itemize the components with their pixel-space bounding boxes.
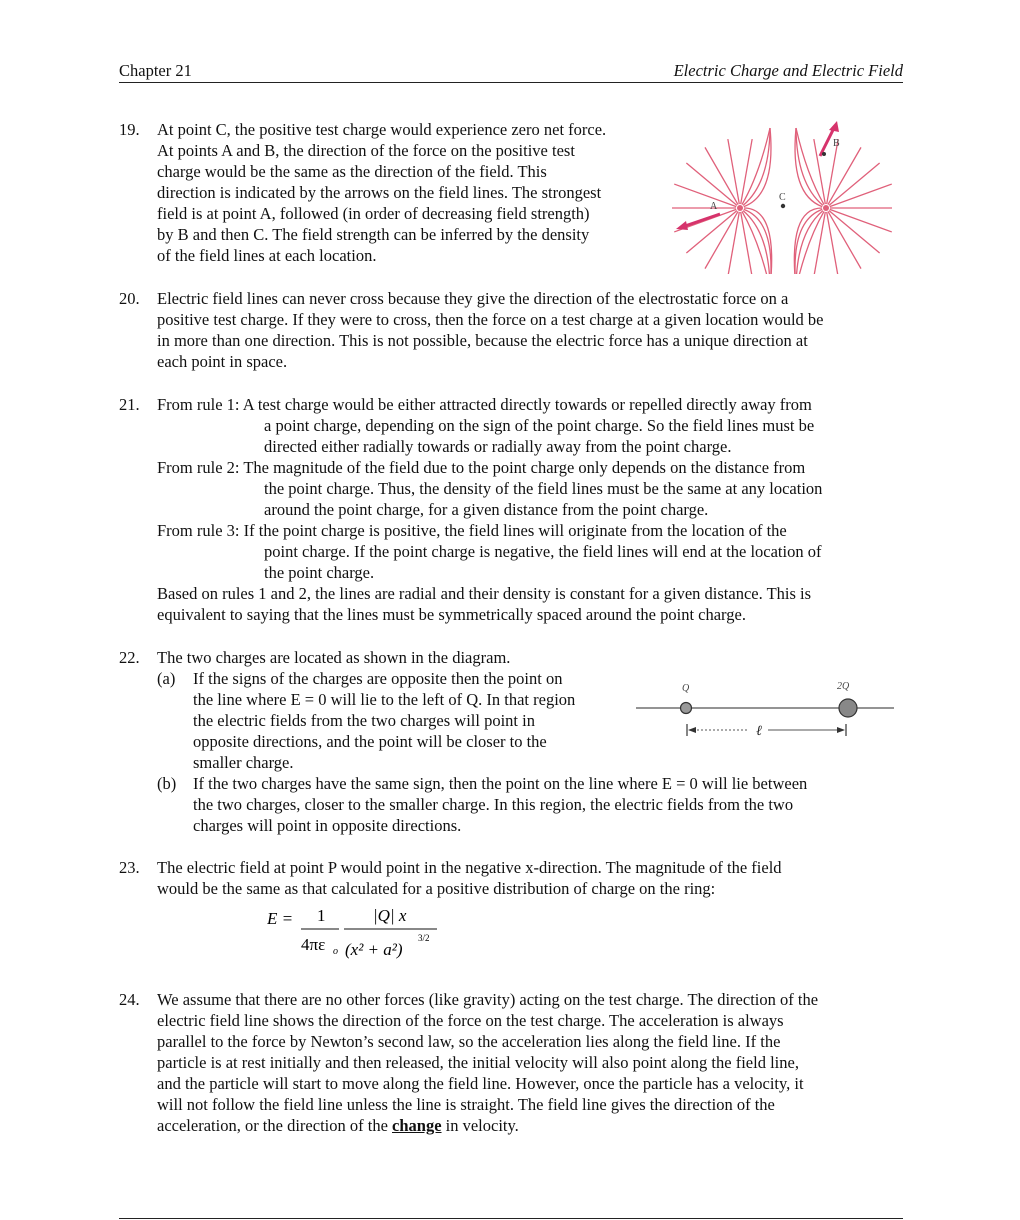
formula-den1-sub: o [333, 946, 338, 957]
footer-rule [119, 1218, 903, 1219]
text-line: the two charges, closer to the smaller charge. In this region, the electric fields from the two [193, 795, 794, 814]
text-line: We assume that there are no other forces (like gravity) acting on the test charge. The direction of the [157, 990, 819, 1009]
label-q: Q [682, 683, 690, 694]
field-lines-figure [672, 118, 892, 274]
answer-text [157, 989, 903, 1136]
rule-head: From rule 1: A test charge would be either attracted directly towards or repelled directly away from [157, 395, 812, 414]
field-line [830, 184, 892, 207]
field-line [828, 147, 861, 204]
field-line [828, 211, 861, 268]
answer-text [157, 119, 606, 266]
text-line: opposite directions, and the point will be closer to the [193, 732, 547, 751]
chapter-label: Chapter 21 [119, 61, 192, 80]
text-line: If the signs of the charges are opposite then the point on [193, 669, 563, 688]
text-line: directed either radially towards or radially away from the point charge. [264, 437, 732, 456]
field-line [728, 212, 739, 274]
field-line [705, 147, 738, 204]
text-line: At points A and B, the direction of the force on the positive test [157, 141, 575, 160]
text-line: electric field line shows the direction of the force on the test charge. The acceleration is always [157, 1011, 784, 1030]
text-line: charge would be the same as the direction of the field. This [157, 162, 547, 181]
charge-q [681, 703, 692, 714]
text-fragment: in velocity. [441, 1116, 519, 1135]
text-line: the line where E = 0 will lie to the left of Q. In that region [193, 690, 576, 709]
field-line [829, 163, 880, 205]
answer-number: 23. [119, 858, 140, 877]
text-line: The two charges are located as shown in the diagram. [157, 648, 511, 667]
text-line: charges will point in opposite directions. [193, 816, 462, 835]
answer-text [157, 857, 903, 899]
text-line: particle is at rest initially and then released, the initial velocity will also point along the field line, [157, 1053, 799, 1072]
answer-number: 20. [119, 289, 140, 308]
text-line: of the field lines at each location. [157, 246, 377, 265]
arrow-a-icon [676, 214, 720, 230]
field-line [728, 139, 739, 204]
field-line [744, 208, 772, 274]
formula-num2: |Q| x [373, 906, 407, 925]
label-c: C [779, 192, 786, 203]
answer-number: 19. [119, 120, 140, 139]
text-line: Electric field lines can never cross because they give the direction of the electrostatic force on a [157, 289, 789, 308]
field-line [744, 209, 771, 274]
two-charges-figure [636, 676, 894, 742]
rule-3-block [157, 520, 903, 583]
rule-head: From rule 2: The magnitude of the field due to the point charge only depends on the distance from [157, 458, 806, 477]
text-line: direction is indicated by the arrows on the field lines. The strongest [157, 183, 602, 202]
text-line: the electric fields from the two charges will point in [193, 711, 535, 730]
text-line: each point in space. [157, 352, 288, 371]
part-b [157, 773, 903, 836]
label-2q: 2Q [837, 681, 850, 692]
text-line: would be the same as that calculated for a positive distribution of charge on the ring: [157, 879, 716, 898]
text-line: and the particle will start to move along the field line. However, once the particle has a velocity, it [157, 1074, 804, 1093]
text-line: field is at point A, followed (in order of decreasing field strength) [157, 204, 590, 223]
left-charge [737, 205, 743, 211]
text-line: At point C, the positive test charge would experience zero net force. [157, 120, 607, 139]
charge-2q [839, 699, 857, 717]
text-line: in more than one direction. This is not possible, because the electric force has a unique direction at [157, 331, 808, 350]
text-line [157, 1115, 903, 1136]
field-line [741, 212, 752, 274]
rule-1-block [157, 394, 903, 457]
field-line [814, 212, 825, 274]
text-line: around the point charge, for a given distance from the point charge. [264, 500, 709, 519]
part-label: (b) [157, 774, 177, 793]
text-line: point charge. If the point charge is negative, the field lines will end at the location of [264, 542, 822, 561]
label-distance: ℓ [756, 724, 762, 739]
text-line: will not follow the field line unless the line is straight. The field line gives the direction of the [157, 1095, 775, 1114]
text-line: smaller charge. [193, 753, 294, 772]
field-line [686, 163, 737, 205]
text-line: the point charge. Thus, the density of the field lines must be the same at any location [264, 479, 823, 498]
field-line [674, 184, 736, 207]
part-label: (a) [157, 669, 176, 688]
label-a: A [710, 201, 718, 212]
point-b-dot [822, 152, 826, 156]
emphasis-change: change [392, 1116, 442, 1135]
field-line [829, 211, 880, 253]
field-line [795, 209, 822, 274]
text-line: the point charge. [264, 563, 375, 582]
text-fragment: acceleration, or the direction of the [157, 1116, 393, 1135]
answer-number: 22. [119, 648, 140, 667]
chapter-title: Electric Charge and Electric Field [673, 61, 903, 80]
field-formula [267, 903, 447, 967]
page-header [119, 60, 903, 83]
text-line: If the two charges have the same sign, then the point on the line where E = 0 will lie between [193, 774, 808, 793]
rule-head: From rule 3: If the point charge is positive, the field lines will originate from the location of the [157, 521, 787, 540]
answer-text [157, 394, 903, 625]
formula-den2: (x² + a²) [345, 940, 403, 959]
field-line [741, 139, 752, 204]
field-line [705, 211, 738, 268]
answer-text [157, 288, 824, 372]
answer-number: 21. [119, 395, 140, 414]
distance-marker [687, 724, 846, 739]
point-c-dot [781, 204, 785, 208]
formula-num1: 1 [317, 906, 326, 925]
field-line [794, 208, 822, 274]
text-line: positive test charge. If they were to cross, then the force on a test charge at a given location would be [157, 310, 824, 329]
text-line: by B and then C. The field strength can be inferred by the density [157, 225, 590, 244]
text-line: Based on rules 1 and 2, the lines are radial and their density is constant for a given distance. This is [157, 584, 812, 603]
text-line: The electric field at point P would point in the negative x-direction. The magnitude of the field [157, 858, 782, 877]
field-line [827, 212, 838, 274]
text-line: a point charge, depending on the sign of the point charge. So the field lines must be [264, 416, 815, 435]
answer-number: 24. [119, 990, 140, 1009]
field-line [830, 209, 892, 232]
formula-den1: 4πε [301, 935, 326, 954]
formula-lhs: E = [267, 909, 294, 928]
right-charge [823, 205, 829, 211]
rule-2-block [157, 457, 903, 520]
label-b: B [833, 138, 840, 149]
formula-den2-exp: 3/2 [418, 933, 430, 943]
text-line: equivalent to saying that the lines must be symmetrically spaced around the point charge. [157, 605, 746, 624]
text-line: parallel to the force by Newton’s second law, so the acceleration lies along the field line. If the [157, 1032, 781, 1051]
